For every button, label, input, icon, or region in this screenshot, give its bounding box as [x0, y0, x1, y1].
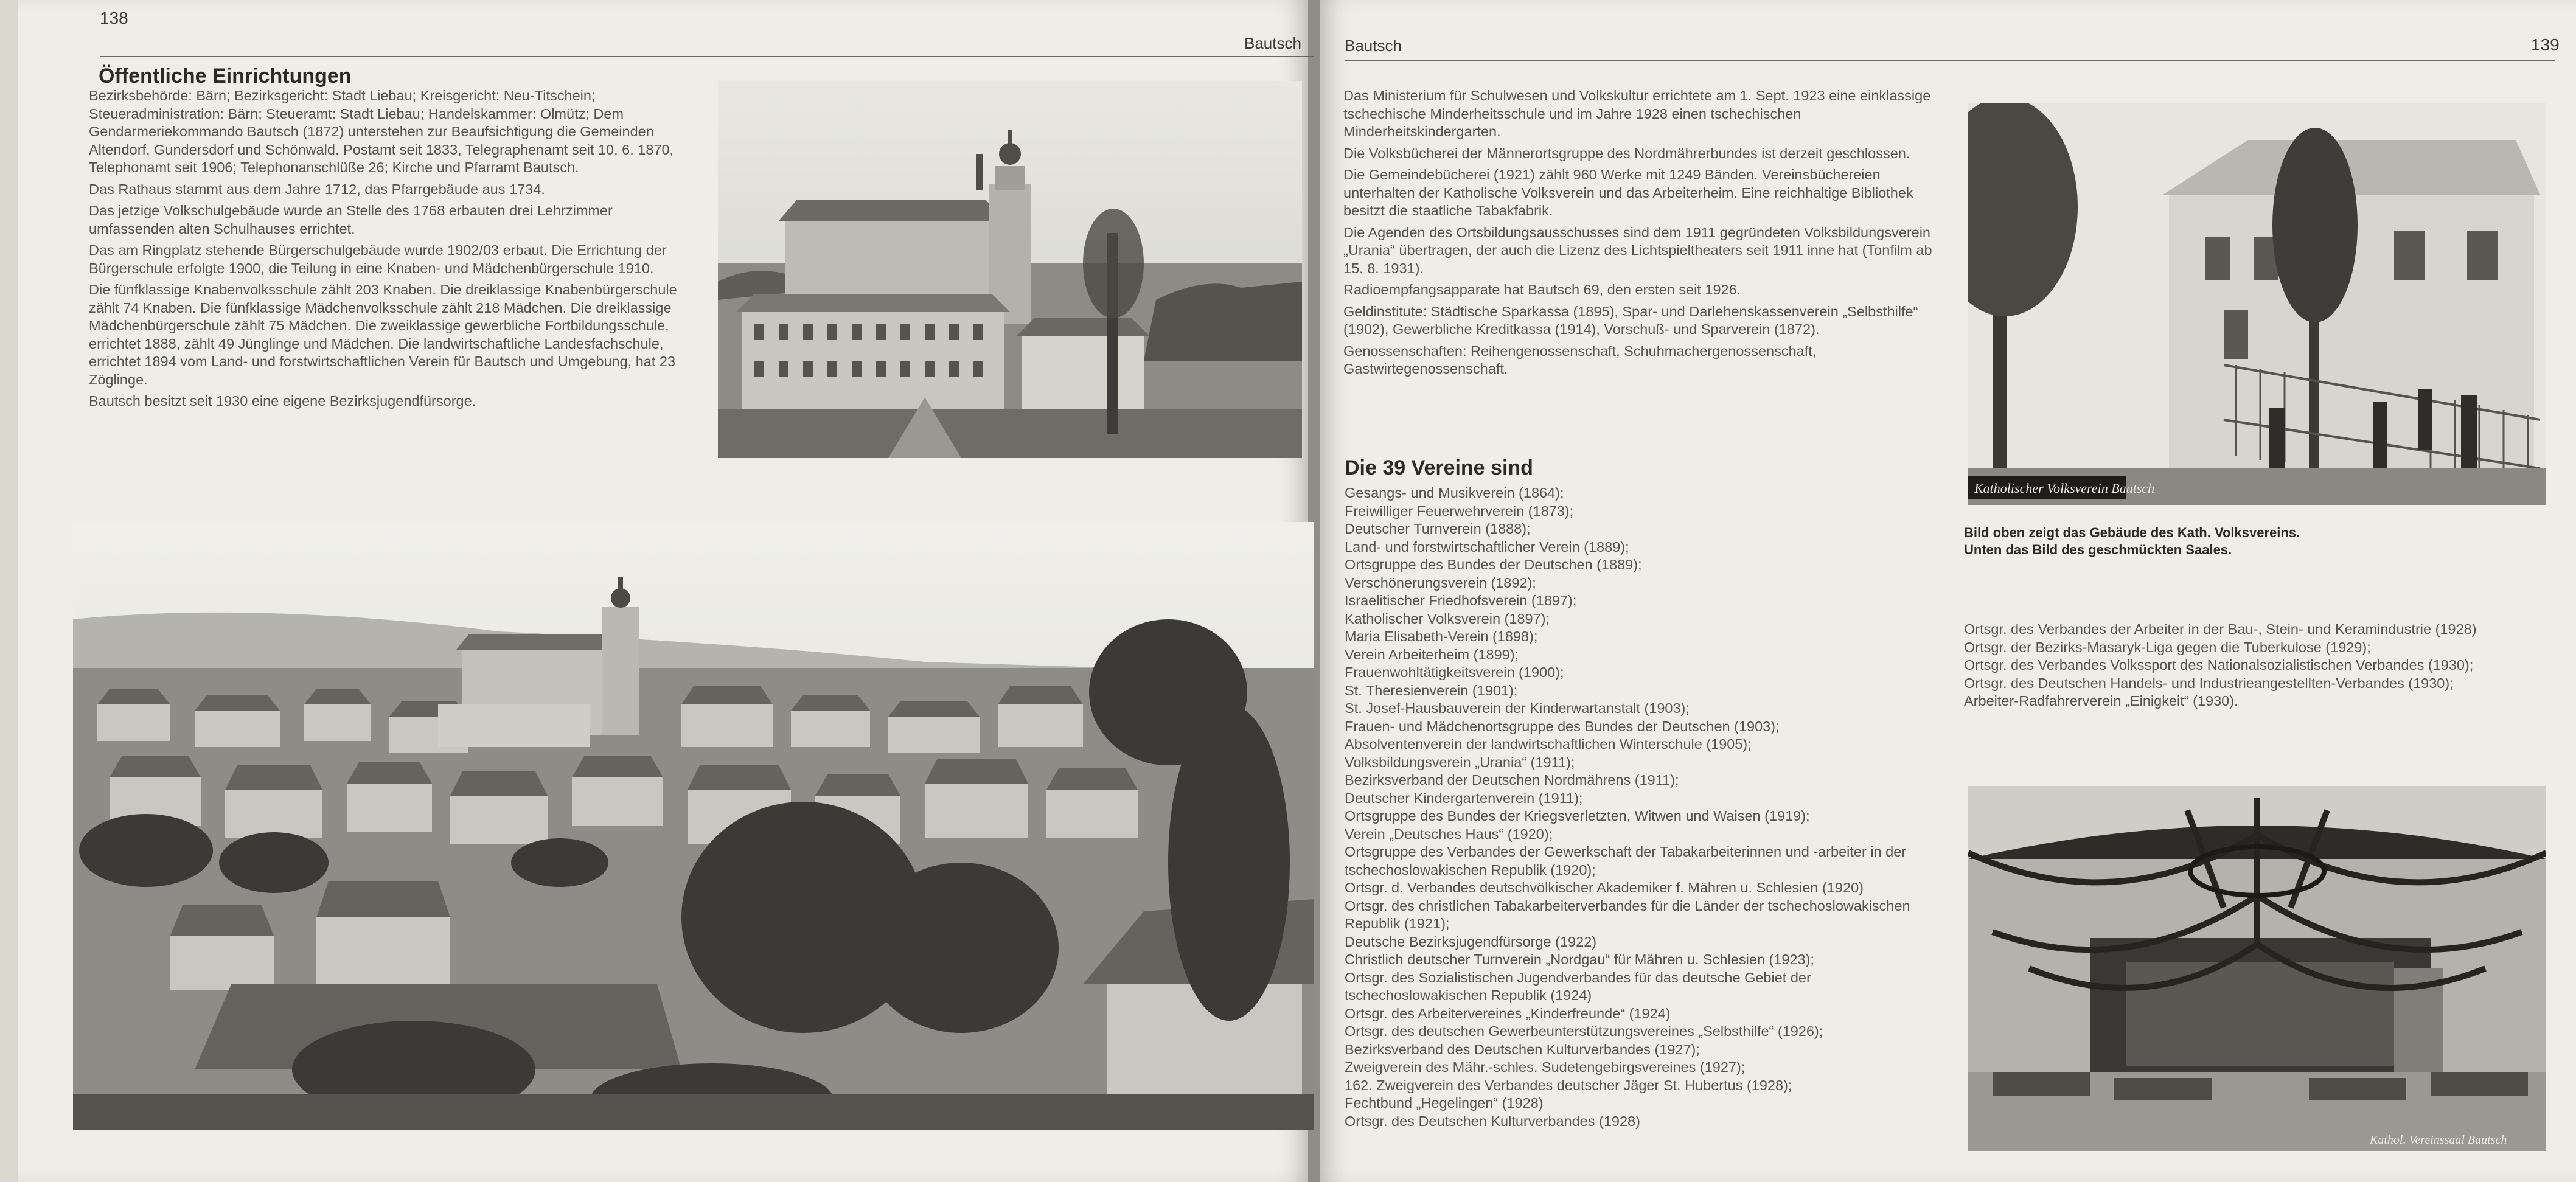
list-item: Ortsgr. des Arbeitervereines „Kinderfreunde“ (1924) — [1345, 1005, 1671, 1021]
running-header: Bautsch — [1244, 34, 1301, 52]
list-item: St. Theresienverein (1901); — [1345, 682, 1518, 698]
paragraph: Das Ministerium für Schulwesen und Volkskultur errichtete am 1. Sept. 1923 eine einklassige tschechische Minderheitsschule und im Jahre 1928 einen tschechischen Minderheitskindergarten. — [1343, 88, 1931, 139]
list-item: Ortsgr. des deutschen Gewerbeunterstützungsvereines „Selbsthilfe“ (1926); — [1345, 1023, 1823, 1039]
list-item: Deutsche Bezirksjugendfürsorge (1922) — [1345, 933, 1597, 950]
list-item: Ortsgr. des Deutschen Handels- und Industrieangestellten-Verbandes (1930); — [1964, 675, 2454, 691]
list-item: Frauenwohltätigkeitsverein (1900); — [1345, 664, 1564, 680]
decorated-hall-photo — [1968, 786, 2546, 1151]
list-item: Ortsgr. des christlichen Tabakarbeiterverbandes für die Länder der tschechoslowakischen Republik (1921); — [1345, 897, 1910, 931]
list-item: Bezirksverband der Deutschen Nordmährens (1911); — [1345, 772, 1679, 788]
list-item: Ortsgr. d. Verbandes deutschvölkischer Akademiker f. Mähren u. Schlesien (1920) — [1345, 880, 1864, 895]
paragraph: Bezirksbehörde: Bärn; Bezirksgericht: Stadt Liebau; Kreisgericht: Neu-Titschein; Steueradministration: Bärn; Steueramt: Stadt Liebau; Handelskammer: Olmütz; Dem Gendarmeriekommando Bautsch (1872) unterstehen zur Beaufsichtigung die Gemeinden Altendorf, Gundersdorf und Schönwald. Postamt seit 1833, Telegraphenamt seit 10. 6. 1870, Telephonamt seit 1906; Telephonanschlüße 26; Kirche und Pfarramt Bautsch. — [89, 88, 674, 175]
page-number: 138 — [100, 9, 128, 27]
list-item: Ortsgr. des Deutschen Kulturverbandes (1928) — [1345, 1113, 1640, 1129]
list-item: Christlich deutscher Turnverein „Nordgau“ für Mähren u. Schlesien (1923); — [1345, 951, 1814, 967]
list-item: Israelitischer Friedhofsverein (1897); — [1345, 593, 1577, 608]
volksverein-building-photo — [1968, 103, 2546, 505]
header-rule — [1345, 60, 2555, 61]
paragraph: Das jetzige Volkschulgebäude wurde an Stelle des 1768 erbauten drei Lehrzimmer umfassenden alten Schulhauses errichtet. — [89, 203, 613, 237]
list-item: Fechtbund „Hegelingen“ (1928) — [1345, 1095, 1544, 1111]
list-item: 162. Zweigverein des Verbandes deutscher Jäger St. Hubertus (1928); — [1345, 1077, 1792, 1093]
list-item: Freiwilliger Feuerwehrverein (1873); — [1345, 502, 1574, 519]
list-item: Ortsgruppe des Bundes der Deutschen (1889); — [1345, 557, 1642, 572]
list-item: Arbeiter-Radfahrerverein „Einigkeit“ (1930). — [1964, 693, 2238, 709]
list-item: Ortsgruppe des Verbandes der Gewerkschaft der Tabakarbeiterinnen und -arbeiter in der tschechoslowakischen Republik (1920); — [1345, 844, 1907, 878]
paragraph: Die fünfklassige Knabenvolksschule zählt 203 Knaben. Die dreiklassige Knabenbürgerschule zählt 74 Knaben. Die fünfklassige Mädchenvolksschule zählt 218 Mädchen. Die dreiklassige Mädchenbürgerschule zählt 75 Mädchen. Die zweiklassige gewerbliche Fortbildungsschule, errichtet 1888, zählt 49 Jünglinge und Mädchen. Die landwirtschaftliche Landesfachschule, errichtet 1894 vom Land- und forstwirtschaftlichen Verein für Bautsch und Umgebung, hat 23 Zöglinge. — [89, 282, 677, 388]
list-item: Ortsgr. des Verbandes Volkssport des Nationalsozialistischen Verbandes (1930); — [1964, 657, 2474, 673]
list-item: Maria Elisabeth-Verein (1898); — [1345, 628, 1538, 644]
list-item: Katholischer Volksverein (1897); — [1345, 610, 1550, 627]
caption-line: Bild oben zeigt das Gebäude des Kath. Volksvereins. — [1964, 525, 2300, 540]
header-rule — [100, 56, 1314, 57]
body-text — [1343, 87, 1952, 382]
town-panorama-photo — [73, 522, 1314, 1130]
list-item: Ortsgr. des Verbandes der Arbeiter in der Bau-, Stein- und Keramindustrie (1928) — [1964, 621, 2477, 637]
list-item: Verein „Deutsches Haus“ (1920); — [1345, 826, 1553, 842]
body-text — [89, 87, 697, 414]
left-page — [18, 0, 1308, 1182]
paragraph: Geldinstitute: Städtische Sparkassa (1895), Spar- und Darlehenskassenverein „Selbsthilfe“ (1902), Gewerbliche Kreditkassa (1914), Vorschuß- und Sparverein (1872). — [1343, 303, 1918, 337]
photo-sign-text: Kathol. Vereinssaal Bautsch — [2370, 1133, 2507, 1147]
running-header: Bautsch — [1345, 37, 1402, 55]
paragraph: Die Volksbücherei der Männerortsgruppe des Nordmährerbundes ist derzeit geschlossen. — [1343, 145, 1910, 161]
list-item: Frauen- und Mädchenortsgruppe des Bundes der Deutschen (1903); — [1345, 718, 1780, 734]
list-item: Deutscher Turnverein (1888); — [1345, 521, 1531, 537]
list-item: Land- und forstwirtschaftlicher Verein (1889); — [1345, 538, 1629, 555]
vereine-list-items — [1345, 484, 1953, 1130]
list-item: Ortsgruppe des Bundes der Kriegsverletzten, Witwen und Waisen (1919); — [1345, 808, 1810, 824]
paragraph: Das Rathaus stammt aus dem Jahre 1712, das Pfarrgebäude aus 1734. — [89, 181, 545, 197]
list-item: Verschönerungsverein (1892); — [1345, 574, 1536, 591]
vereine-list-continued — [1964, 621, 2560, 711]
vereine-title: Die 39 Vereine sind — [1345, 456, 1533, 479]
list-item: Deutscher Kindergartenverein (1911); — [1345, 790, 1583, 806]
list-item: Ortsgr. des Sozialistischen Jugendverbandes für das deutsche Gebiet der tschechoslowakischen Republik (1924) — [1345, 969, 1811, 1003]
photo-sign-text: Katholischer Volksverein Bautsch — [1974, 481, 2155, 496]
paragraph: Das am Ringplatz stehende Bürgerschulgebäude wurde 1902/03 erbaut. Die Errichtung der Bürgerschule erfolgte 1900, die Teilung in eine Knaben- und Mädchenbürgerschule 1910. — [89, 242, 667, 276]
church-school-photo — [718, 81, 1302, 458]
caption-line: Unten das Bild des geschmückten Saales. — [1964, 542, 2232, 557]
photo-caption — [1964, 524, 2548, 558]
list-item: Ortsgr. der Bezirks-Masaryk-Liga gegen die Tuberkulose (1929); — [1964, 639, 2371, 655]
list-item: St. Josef-Hausbauverein der Kinderwartanstalt (1903); — [1345, 700, 1690, 716]
right-page — [1320, 0, 2576, 1182]
vereine-list — [1345, 484, 1953, 1130]
list-item: Gesangs- und Musikverein (1864); — [1345, 485, 1564, 501]
list-item: Verein Arbeiterheim (1899); — [1345, 646, 1519, 662]
paragraph: Die Agenden des Ortsbildungsausschusses sind dem 1911 gegründeten Volksbildungsverein „Urania“ übertragen, der auch die Lizenz des Lichtspieltheaters seit 1911 inne hat (Tonfilm ab 15. 8. 1931). — [1343, 224, 1932, 276]
paragraph: Die Gemeindebücherei (1921) zählt 960 Werke mit 1249 Bänden. Vereinsbüchereien unterhalten der Katholische Volksverein und das Arbeiterheim. Eine reichhaltige Bibliothek besitzt die staatliche Tabakfabrik. — [1343, 167, 1913, 218]
paragraph: Bautsch besitzt seit 1930 eine eigene Bezirksjugendfürsorge. — [89, 393, 476, 409]
list-item: Bezirksverband des Deutschen Kulturverbandes (1927); — [1345, 1041, 1700, 1057]
page-number: 139 — [2531, 35, 2560, 54]
paragraph: Genossenschaften: Reihengenossenschaft, Schuhmachergenossenschaft, Gastwirtegenossenschaft. — [1343, 342, 1817, 377]
section-title: Öffentliche Einrichtungen — [99, 64, 352, 88]
list-item: Absolventenverein der landwirtschaftlichen Winterschule (1905); — [1345, 736, 1752, 752]
vereine-list-cont-items — [1964, 621, 2560, 711]
list-item: Zweigverein des Mähr.-schles. Sudetengebirgsvereines (1927); — [1345, 1059, 1746, 1075]
paragraph: Radioempfangsapparate hat Bautsch 69, den ersten seit 1926. — [1343, 282, 1741, 297]
list-item: Volksbildungsverein „Urania“ (1911); — [1345, 754, 1575, 770]
